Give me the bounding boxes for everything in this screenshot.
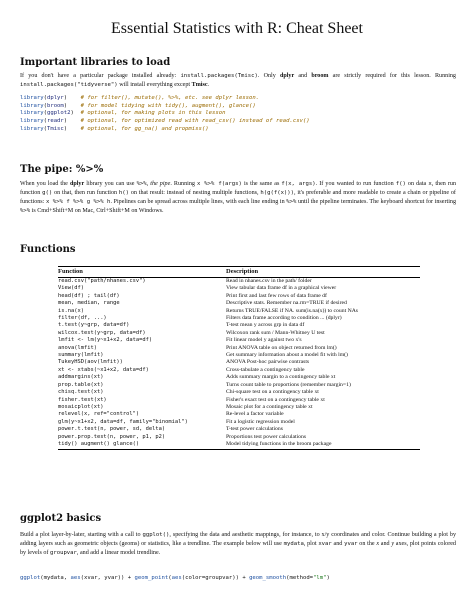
pipe-paragraph: When you load the dplyr library you can use %>%, the pipe. Running x %>% f(args) is the same as f(x, args). If you wanted to run function f() on data x, then run function g() on that, then run function h() on that result: instead of nesting multiple functions, h(g(f(x))), it's preferable and more readable to create a chain or pipeline of functions: x %>% f %>% g %>% h. Pipelines can be spread across multiple lines, with each line ending in %>% until the pipeline terminates. The keyboard shortcut for inserting %>% is Cmd+Shift+M on Mac, Ctrl+Shift+M on Windows. xyxy=(20,181,457,214)
table-row xyxy=(58,345,420,352)
description-cell: Re-level a factor variable xyxy=(226,411,284,418)
page-title: Essential Statistics with R: Cheat Sheet xyxy=(111,20,363,37)
library-code-block xyxy=(20,95,456,133)
table-row xyxy=(58,382,420,389)
function-cell: filter(df, ...) xyxy=(58,315,107,322)
function-cell: TukeyHSD(aov(lmfit)) xyxy=(58,359,123,366)
table-row xyxy=(58,330,420,337)
function-cell: anova(lmfit) xyxy=(58,344,97,351)
table-row xyxy=(58,411,420,418)
library-code-line: library(ggplot2) # optional, for making plots in this lesson xyxy=(20,110,226,117)
pipe-heading: The pipe: %>% xyxy=(20,164,104,175)
function-cell: t.test(y~grp, data=df) xyxy=(58,322,130,329)
table-row xyxy=(58,300,420,307)
table-row xyxy=(58,322,420,329)
ggplot-paragraph: Build a plot layer-by-later, starting with a call to ggplot(), specifying the data and aesthetic mappings, for instance, to x/y coordinates and color. Continue building a plot by adding layers such as geometric objects (geoms) or statistics, like a trendline. The example below will use mydata, plot xvar and yvar on the x and y axes, plot points colored by levels of groupvar, and add a linear model trendline. xyxy=(20,532,456,556)
description-cell: Fit a logistic regression model xyxy=(226,418,295,425)
description-cell: Descriptive stats. Remember na.rm=TRUE if desired xyxy=(226,300,347,307)
table-row xyxy=(58,285,420,292)
function-cell: mean, median, range xyxy=(58,300,120,307)
functions-table xyxy=(58,266,420,450)
functions-table-header xyxy=(58,267,420,278)
function-cell: View(df) xyxy=(58,285,84,292)
function-cell: wilcox.test(y~grp, data=df) xyxy=(58,329,146,336)
description-cell: Wilcoxon rank sum / Mann-Whitney U test xyxy=(226,329,325,336)
column-header-function: Function xyxy=(58,267,226,278)
description-cell: Read in nhanes.csv in the path/ folder xyxy=(226,278,312,284)
function-cell: is.na(x) xyxy=(58,307,84,314)
table-row xyxy=(58,337,420,344)
function-cell: summary(lmfit) xyxy=(58,352,104,359)
function-cell: glm(y~x1+x2, data=df, family="binomial") xyxy=(58,418,188,425)
table-row xyxy=(58,367,420,374)
function-cell: read.csv("path/nhanes.csv") xyxy=(58,278,146,284)
description-cell: View tabular data frame df in a graphical viewer xyxy=(226,285,337,292)
function-cell: addmargins(xt) xyxy=(58,374,104,381)
function-cell: chisq.test(xt) xyxy=(58,389,104,396)
description-cell: T-test power calculations xyxy=(226,426,283,433)
description-cell: Chi-square test on a contingency table xt xyxy=(226,389,319,396)
table-row xyxy=(58,419,420,426)
table-row xyxy=(58,426,420,433)
description-cell: T-test mean y across grp in data df xyxy=(226,322,305,329)
function-cell: xt <- xtabs(~x1+x2, data=df) xyxy=(58,366,149,373)
description-cell: Model tidying functions in the broom package xyxy=(226,441,420,450)
description-cell: Print ANOVA table on object returned from lm() xyxy=(226,344,337,351)
function-cell: head(df) ; tail(df) xyxy=(58,292,120,299)
table-row xyxy=(58,397,420,404)
table-row xyxy=(58,359,420,366)
function-cell: prop.table(xt) xyxy=(58,381,104,388)
ggplot-heading: ggplot2 basics xyxy=(20,513,102,524)
libraries-heading: Important libraries to load xyxy=(20,57,171,68)
function-cell: lmfit <- lm(y~x1+x2, data=df) xyxy=(58,337,153,344)
ggplot-code-line: ggplot(mydata, aes(xvar, yvar)) + geom_point(aes(color=groupvar)) + geom_smooth(method="lm") xyxy=(20,575,330,581)
function-cell: power.t.test(n, power, sd, delta) xyxy=(58,426,166,433)
table-row xyxy=(58,441,420,450)
library-code-line: library(dplyr) # for filter(), mutate(), %>%, etc. see dplyr lesson. xyxy=(20,95,260,101)
description-cell: ANOVA Post-hoc pairwise contrasts xyxy=(226,359,310,366)
functions-heading: Functions xyxy=(20,244,76,255)
description-cell: Turns count table to proportions (remember margin=1) xyxy=(226,381,351,388)
function-cell: power.prop.test(n, power, p1, p2) xyxy=(58,433,166,440)
function-cell: mosaicplot(xt) xyxy=(58,403,104,410)
description-cell: Adds summary margin to a contingency table xt xyxy=(226,374,336,381)
table-row xyxy=(58,434,420,441)
function-cell: fisher.test(xt) xyxy=(58,396,107,403)
description-cell: Cross-tabulate a contingency table xyxy=(226,366,305,373)
description-cell: Filters data frame according to condition ... (dplyr) xyxy=(226,315,342,322)
table-row xyxy=(58,352,420,359)
description-cell: Fisher's exact test on a contingency table xt xyxy=(226,396,325,403)
table-row xyxy=(58,308,420,315)
libraries-intro: If you don't have a particular package installed already: install.packages(Tmisc). Only dplyr and broom are strictly required for this lesson. Running install.packages("tidyverse") will install everything except Tmisc. xyxy=(20,73,456,88)
description-cell: Fit linear model y against two x's xyxy=(226,337,302,344)
description-cell: Get summary information about a model fit with lm() xyxy=(226,352,348,359)
description-cell: Print first and last few rows of data frame df xyxy=(226,292,327,299)
description-cell: Proportions test power calculations xyxy=(226,433,307,440)
function-cell: relevel(x, ref="control") xyxy=(58,411,140,418)
library-code-line: library(Tmisc) # optional, for gg_na() and propmiss() xyxy=(20,125,209,132)
description-cell: Mosaic plot for a contingency table xt xyxy=(226,403,313,410)
table-row xyxy=(58,374,420,381)
library-code-line: library(broom) # for model tidying with tidy(), augment(), glance() xyxy=(20,102,256,109)
column-header-description: Description xyxy=(226,267,420,278)
description-cell: Returns TRUE/FALSE if NA. sum(is.na(x)) to count NAs xyxy=(226,307,359,314)
table-row xyxy=(58,389,420,396)
library-code-line: library(readr) # optional, for optimized read with read_csv() instead of read.csv() xyxy=(20,118,310,125)
function-cell: tidy() augment() glance() xyxy=(58,441,226,450)
